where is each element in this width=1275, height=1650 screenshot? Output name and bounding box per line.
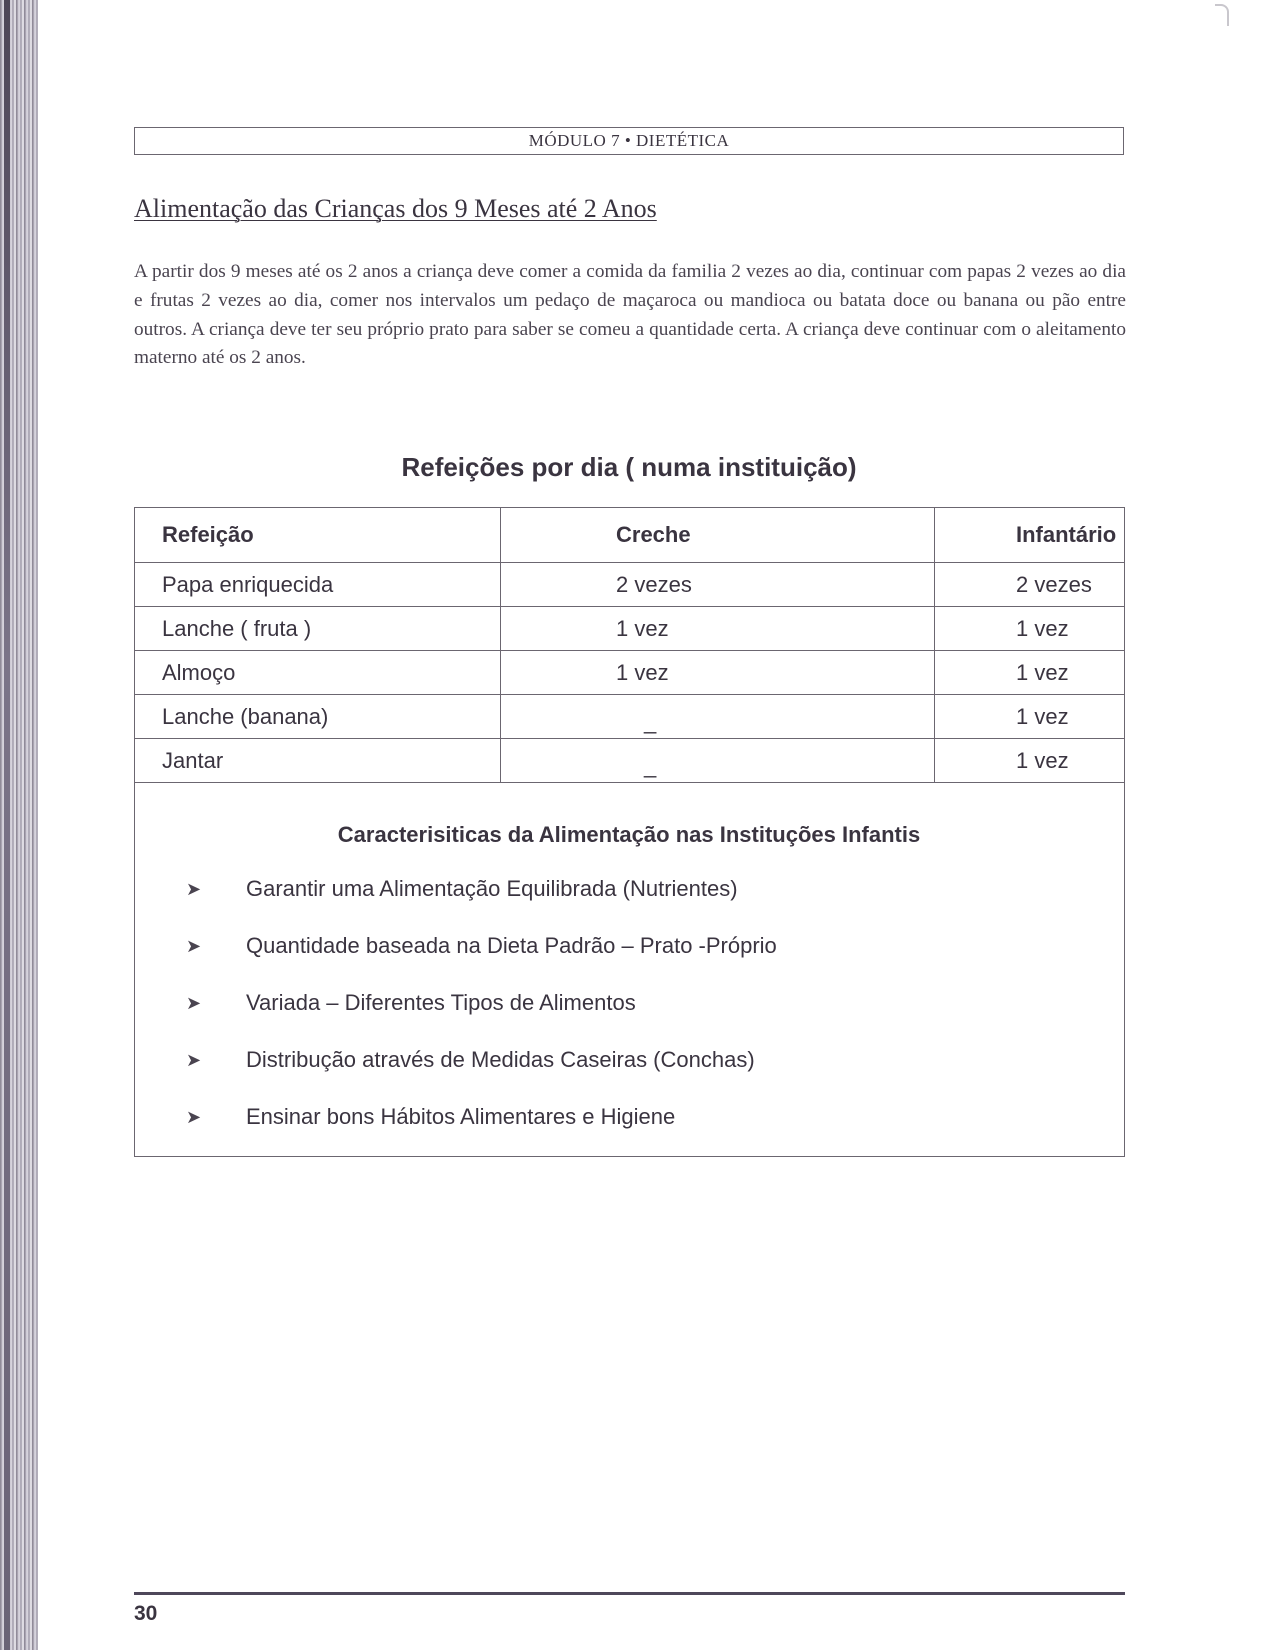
infantario-frequency: 1 vez [935,695,1125,739]
meal-name: Jantar [135,739,501,783]
list-item-text: Ensinar bons Hábitos Alimentares e Higiene [246,1104,676,1129]
list-item [186,1047,777,1104]
meal-name: Papa enriquecida [135,563,501,607]
table-row [135,739,1125,783]
module-header: MÓDULO 7 • DIETÉTICA [134,127,1124,155]
page-number: 30 [134,1602,158,1625]
table-row [135,607,1125,651]
column-header-refeicao: Refeição [135,508,501,563]
infantario-frequency: 1 vez [935,607,1125,651]
infantario-frequency: 1 vez [935,651,1125,695]
arrowhead-bullet-icon: ➤ [186,993,202,1013]
infantario-frequency: 2 vezes [935,563,1125,607]
list-item-text: Distribução através de Medidas Caseiras (Conchas) [246,1047,755,1072]
list-item [186,876,777,933]
creche-frequency [501,739,935,783]
list-item [186,933,777,990]
creche-frequency: 1 vez [501,651,935,695]
table-row [135,563,1125,607]
list-item-text: Quantidade baseada na Dieta Padrão – Prato -Próprio [246,933,777,958]
infantario-frequency: 1 vez [935,739,1125,783]
arrowhead-bullet-icon: ➤ [186,1050,202,1070]
empty-dash: _ [644,708,657,734]
list-item [186,990,777,1047]
creche-frequency: 1 vez [501,607,935,651]
meal-name: Lanche ( fruta ) [135,607,501,651]
column-header-infantario: Infantário [935,508,1125,563]
meal-name: Lanche (banana) [135,695,501,739]
table-row [135,695,1125,739]
list-item [186,1104,777,1161]
page-corner-mark [1215,4,1229,26]
table-row [135,651,1125,695]
creche-frequency [501,695,935,739]
footer-rule [134,1592,1125,1595]
arrowhead-bullet-icon: ➤ [186,879,202,899]
scan-binding-shadow [4,0,10,1650]
list-item-text: Garantir uma Alimentação Equilibrada (Nutrientes) [246,876,738,901]
empty-dash: _ [644,752,657,778]
meals-table [134,507,1125,783]
intro-paragraph: A partir dos 9 meses até os 2 anos a criança deve comer a comida da familia 2 vezes ao dia, continuar com papas 2 vezes ao dia e frutas 2 vezes ao dia, comer nos intervalos um pedaço de maçaroca ou mandioca ou batata doce ou banana ou pão entre outros. A criança deve ter seu próprio prato para saber se comeu a quantidade certa. A criança deve continuar com o aleitamento materno até os 2 anos. [134,261,1126,369]
creche-frequency: 2 vezes [501,563,935,607]
table-title: Refeições por dia ( numa instituição) [401,452,857,482]
characteristics-list [186,876,777,1161]
page-title: Alimentação das Crianças dos 9 Meses até 2 Anos [134,194,657,223]
arrowhead-bullet-icon: ➤ [186,936,202,956]
characteristics-title: Caracterisiticas da Alimentação nas Instituções Infantis [337,822,921,847]
meal-name: Almoço [135,651,501,695]
table-header-row [135,508,1125,563]
arrowhead-bullet-icon: ➤ [186,1107,202,1127]
column-header-creche: Creche [501,508,935,563]
list-item-text: Variada – Diferentes Tipos de Alimentos [246,990,636,1015]
